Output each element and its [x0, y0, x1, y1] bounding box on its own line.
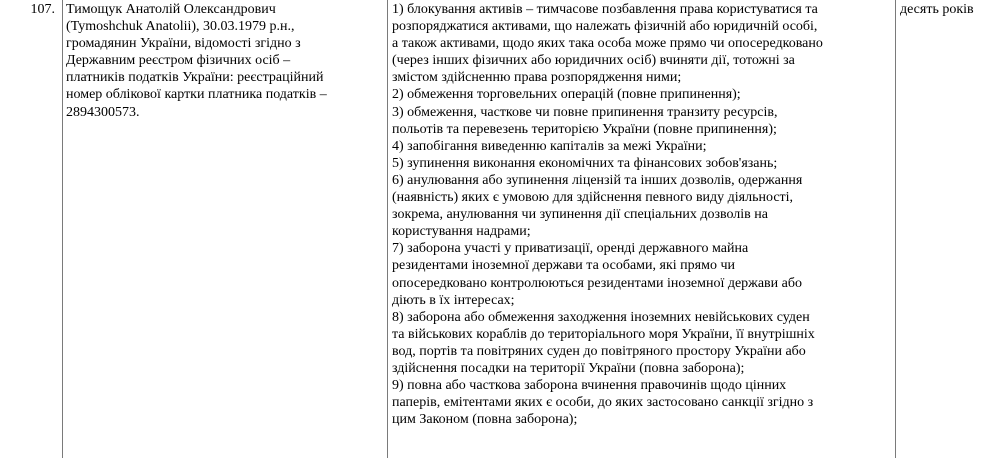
measure-line: (наявність) яких є умовою для здійснення певного виду діяльності, [392, 190, 794, 206]
column-divider [387, 0, 388, 458]
sanction-measures [392, 0, 893, 458]
measure-line: 1) блокування активів – тимчасове позбавлення права користуватися та [392, 2, 818, 17]
measure-line: змістом здійсненню права розпорядження ними; [392, 70, 682, 86]
measure-line: паперів, емітентами яких є особи, до яких застосовано санкції згідно з [392, 395, 814, 411]
measure-line: та військових кораблів до територіального моря України, її внутрішніх [392, 326, 815, 342]
person-line: Тимощук Анатолій Олександрович [66, 2, 276, 17]
measure-line: цим Законом (повна заборона); [392, 412, 578, 428]
measure-line: 9) повна або часткова заборона вчинення правочинів щодо цінних [392, 378, 787, 394]
measure-line: (через інших фізичних або юридичних осіб) вчиняти дії, тотожні за [392, 53, 795, 69]
person-line: 2894300573. [66, 104, 140, 120]
person-details [66, 0, 386, 458]
measure-line: 5) зупинення виконання економічних та фінансових зобов'язань; [392, 155, 778, 171]
measure-line: 2) обмеження торговельних операцій (повне припинення); [392, 87, 741, 103]
measure-line: здійснення посадки на території України (повна заборона); [392, 360, 745, 376]
measure-line: вод, портів та повітряних суден до повітряного простору України або [392, 343, 806, 359]
measure-line: користування надрами; [392, 224, 531, 240]
measure-line: 7) заборона участі у приватизації, оренді державного майна [392, 241, 749, 257]
measure-line: зокрема, анулювання чи зупинення дії спеціальних дозволів на [392, 207, 768, 223]
measure-line: 3) обмеження, часткове чи повне припинення транзиту ресурсів, [392, 104, 778, 120]
person-line: (Tymoshchuk Anatolii), 30.03.1979 р.н., [66, 19, 295, 35]
measure-line: а також активами, щодо яких така особа може прямо чи опосередковано [392, 36, 823, 52]
row-number: 107. [30, 2, 55, 17]
measure-line: 4) запобігання виведенню капіталів за межі України; [392, 138, 707, 154]
person-line: Державним реєстром фізичних осіб – [66, 53, 291, 69]
column-divider [62, 0, 63, 458]
sanction-term: десять років [900, 2, 974, 17]
measure-line: резидентами іноземної держави та особами, які прямо чи [392, 258, 735, 274]
measure-line: діють в їх інтересах; [392, 292, 515, 308]
person-line: громадянин України, відомості згідно з [66, 36, 301, 52]
measure-line: опосередковано контролюються резидентами іноземної держави або [392, 275, 802, 291]
person-line: платників податків України: реєстраційний [66, 70, 324, 86]
column-divider [895, 0, 896, 458]
measure-line: польотів та перевезень територією України (повне припинення); [392, 121, 777, 137]
measure-line: розпоряджатися активами, що належать фізичній або юридичній особі, [392, 19, 818, 35]
measure-line: 8) заборона або обмеження заходження іноземних невійськових суден [392, 309, 810, 325]
person-line: номер облікової картки платника податків – [66, 87, 327, 103]
measure-line: 6) анулювання або зупинення ліцензій та інших дозволів, одержання [392, 172, 803, 188]
